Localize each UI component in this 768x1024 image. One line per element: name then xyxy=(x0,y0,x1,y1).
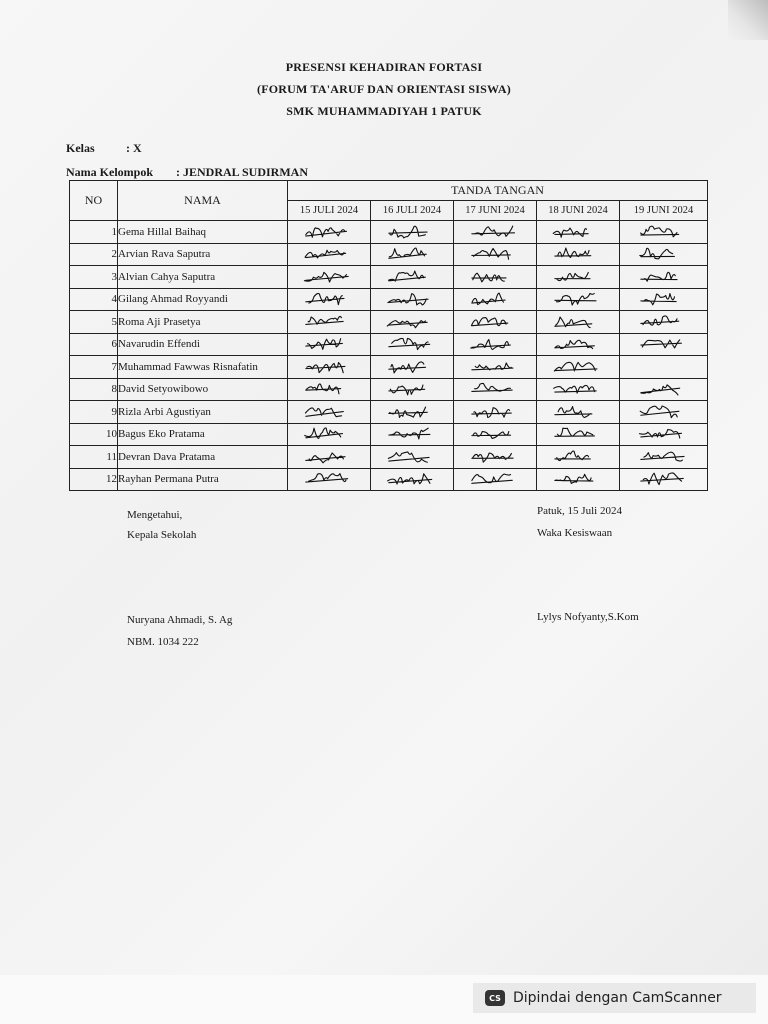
signature-cell xyxy=(371,378,454,401)
signature-cell xyxy=(537,288,620,311)
signature-mark xyxy=(465,222,525,242)
signature-mark xyxy=(465,447,525,467)
signature-mark xyxy=(465,402,525,422)
signature-cell xyxy=(537,378,620,401)
signature-cell xyxy=(288,378,371,401)
signature-cell xyxy=(620,401,708,424)
signature-mark xyxy=(382,402,442,422)
signature-mark xyxy=(299,312,359,332)
signature-cell xyxy=(288,333,371,356)
signature-mark xyxy=(465,357,525,377)
signature-cell xyxy=(288,221,371,244)
row-number: 3 xyxy=(70,266,118,289)
kelas-label: Kelas xyxy=(66,141,95,155)
signature-mark xyxy=(634,424,694,444)
kepala-sekolah-name: Nuryana Ahmadi, S. Ag xyxy=(127,614,233,626)
signature-mark xyxy=(548,402,608,422)
signature-mark xyxy=(548,312,608,332)
signature-mark xyxy=(634,222,694,242)
signature-cell xyxy=(454,266,537,289)
signature-mark xyxy=(299,379,359,399)
signature-cell xyxy=(288,356,371,379)
signature-cell xyxy=(537,356,620,379)
camscanner-logo-icon: CS xyxy=(485,990,505,1006)
signature-mark xyxy=(548,379,608,399)
student-name: Rayhan Permana Putra xyxy=(118,468,288,491)
table-row xyxy=(70,243,708,266)
signature-mark xyxy=(548,334,608,354)
signature-cell xyxy=(620,243,708,266)
waka-kesiswaan-title: Waka Kesiswaan xyxy=(537,527,613,539)
signature-cell xyxy=(454,221,537,244)
row-number: 11 xyxy=(70,446,118,469)
signature-cell xyxy=(288,401,371,424)
signature-cell xyxy=(620,468,708,491)
header-date: 18 JUNI 2024 xyxy=(537,201,620,221)
signature-cell xyxy=(454,423,537,446)
kelas-value: : X xyxy=(126,141,142,155)
signature-mark xyxy=(634,402,694,422)
signature-mark xyxy=(299,447,359,467)
signature-mark xyxy=(548,267,608,287)
signature-mark xyxy=(299,357,359,377)
signature-cell xyxy=(371,446,454,469)
row-number: 12 xyxy=(70,468,118,491)
signature-mark xyxy=(634,334,694,354)
signature-mark xyxy=(634,267,694,287)
signature-mark xyxy=(299,469,359,489)
signature-mark xyxy=(634,289,694,309)
row-number: 8 xyxy=(70,378,118,401)
table-row xyxy=(70,221,708,244)
signature-mark xyxy=(548,244,608,264)
signature-cell xyxy=(288,243,371,266)
signature-mark xyxy=(548,357,608,377)
signature-cell xyxy=(454,378,537,401)
signature-cell xyxy=(620,288,708,311)
signature-mark xyxy=(548,469,608,489)
student-name: Gilang Ahmad Royyandi xyxy=(118,288,288,311)
signature-cell xyxy=(288,446,371,469)
signature-cell xyxy=(371,423,454,446)
signature-cell xyxy=(537,423,620,446)
header-no: NO xyxy=(70,181,118,221)
signature-mark xyxy=(382,447,442,467)
signature-cell xyxy=(620,356,708,379)
signature-mark xyxy=(299,402,359,422)
signature-cell xyxy=(537,221,620,244)
table-row xyxy=(70,423,708,446)
signature-mark xyxy=(465,424,525,444)
kepala-sekolah-title: Kepala Sekolah xyxy=(127,529,197,541)
signature-cell xyxy=(371,356,454,379)
row-number: 6 xyxy=(70,333,118,356)
signature-mark xyxy=(634,379,694,399)
table-row xyxy=(70,446,708,469)
signature-mark xyxy=(382,357,442,377)
signature-mark xyxy=(634,447,694,467)
kelompok-value: : JENDRAL SUDIRMAN xyxy=(176,165,309,179)
signature-cell xyxy=(371,401,454,424)
signature-cell xyxy=(288,311,371,334)
student-name: Arvian Rava Saputra xyxy=(118,243,288,266)
signature-cell xyxy=(288,423,371,446)
signature-cell xyxy=(371,243,454,266)
school-name: SMK MUHAMMADIYAH 1 PATUK xyxy=(286,104,482,118)
document-subtitle: (FORUM TA'ARUF DAN ORIENTASI SISWA) xyxy=(257,82,511,96)
signature-mark xyxy=(382,312,442,332)
signature-cell xyxy=(537,243,620,266)
signature-cell xyxy=(371,221,454,244)
signature-mark xyxy=(382,379,442,399)
signature-mark xyxy=(299,424,359,444)
header-tanda-tangan: TANDA TANGAN xyxy=(288,181,708,201)
attendance-table xyxy=(69,180,708,491)
signature-mark xyxy=(634,469,694,489)
signature-cell xyxy=(371,468,454,491)
signature-mark xyxy=(634,244,694,264)
signature-mark xyxy=(382,424,442,444)
row-number: 1 xyxy=(70,221,118,244)
signature-mark xyxy=(465,334,525,354)
signature-cell xyxy=(454,446,537,469)
signature-cell xyxy=(620,378,708,401)
header-date: 15 JULI 2024 xyxy=(288,201,371,221)
header-date: 16 JULI 2024 xyxy=(371,201,454,221)
signature-cell xyxy=(620,221,708,244)
signature-mark xyxy=(465,267,525,287)
signature-cell xyxy=(620,311,708,334)
signature-cell xyxy=(537,401,620,424)
signature-cell xyxy=(371,333,454,356)
kepala-sekolah-nbm: NBM. 1034 222 xyxy=(127,636,199,648)
student-name: Alvian Cahya Saputra xyxy=(118,266,288,289)
row-number: 5 xyxy=(70,311,118,334)
row-number: 9 xyxy=(70,401,118,424)
table-row xyxy=(70,378,708,401)
signature-mark xyxy=(382,222,442,242)
signature-cell xyxy=(454,243,537,266)
signature-mark xyxy=(465,379,525,399)
signature-cell xyxy=(371,311,454,334)
place-date: Patuk, 15 Juli 2024 xyxy=(537,505,622,517)
signature-cell xyxy=(537,446,620,469)
signature-cell xyxy=(620,423,708,446)
signature-mark xyxy=(299,244,359,264)
camscanner-label: Dipindai dengan CamScanner xyxy=(513,990,722,1006)
signature-mark xyxy=(548,222,608,242)
kelompok-label: Nama Kelompok xyxy=(66,165,153,179)
page-corner-shadow xyxy=(728,0,768,40)
student-name: Muhammad Fawwas Risnafatin xyxy=(118,356,288,379)
signature-cell xyxy=(454,288,537,311)
signature-mark xyxy=(299,334,359,354)
signature-mark xyxy=(548,447,608,467)
header-date: 17 JUNI 2024 xyxy=(454,201,537,221)
signature-cell xyxy=(454,356,537,379)
signature-cell xyxy=(537,266,620,289)
waka-kesiswaan-name: Lylys Nofyanty,S.Kom xyxy=(537,611,639,623)
header-nama: NAMA xyxy=(118,181,288,221)
table-row xyxy=(70,468,708,491)
signature-mark xyxy=(299,289,359,309)
row-number: 7 xyxy=(70,356,118,379)
mengetahui-text: Mengetahui, xyxy=(127,509,183,521)
table-row xyxy=(70,266,708,289)
student-name: Rizla Arbi Agustiyan xyxy=(118,401,288,424)
signature-mark xyxy=(548,289,608,309)
signature-mark xyxy=(465,289,525,309)
signature-mark xyxy=(548,424,608,444)
signature-cell xyxy=(454,311,537,334)
signature-mark xyxy=(634,312,694,332)
signature-cell xyxy=(371,288,454,311)
signature-mark xyxy=(299,267,359,287)
signature-mark xyxy=(465,469,525,489)
header-date: 19 JUNI 2024 xyxy=(620,201,708,221)
row-number: 4 xyxy=(70,288,118,311)
signature-mark xyxy=(382,244,442,264)
signature-mark xyxy=(382,289,442,309)
row-number: 10 xyxy=(70,423,118,446)
signature-cell xyxy=(288,288,371,311)
student-name: Devran Dava Pratama xyxy=(118,446,288,469)
signature-cell xyxy=(620,266,708,289)
signature-cell xyxy=(288,266,371,289)
signature-mark xyxy=(299,222,359,242)
signature-cell xyxy=(454,333,537,356)
signature-cell xyxy=(288,468,371,491)
signature-cell xyxy=(537,333,620,356)
table-row xyxy=(70,333,708,356)
student-name: Bagus Eko Pratama xyxy=(118,423,288,446)
signature-cell xyxy=(454,401,537,424)
table-row xyxy=(70,356,708,379)
camscanner-watermark xyxy=(473,983,756,1013)
signature-cell xyxy=(537,311,620,334)
student-name: Roma Aji Prasetya xyxy=(118,311,288,334)
student-name: Gema Hillal Baihaq xyxy=(118,221,288,244)
table-row xyxy=(70,311,708,334)
row-number: 2 xyxy=(70,243,118,266)
student-name: Navarudin Effendi xyxy=(118,333,288,356)
signature-cell xyxy=(620,333,708,356)
signature-mark xyxy=(382,267,442,287)
signature-mark xyxy=(465,244,525,264)
table-row xyxy=(70,288,708,311)
signature-mark xyxy=(382,334,442,354)
signature-mark xyxy=(465,312,525,332)
student-name: David Setyowibowo xyxy=(118,378,288,401)
signature-cell xyxy=(620,446,708,469)
signature-cell xyxy=(371,266,454,289)
signature-cell xyxy=(537,468,620,491)
signature-mark xyxy=(382,469,442,489)
document-title: PRESENSI KEHADIRAN FORTASI xyxy=(285,60,483,74)
table-row xyxy=(70,401,708,424)
signature-cell xyxy=(454,468,537,491)
